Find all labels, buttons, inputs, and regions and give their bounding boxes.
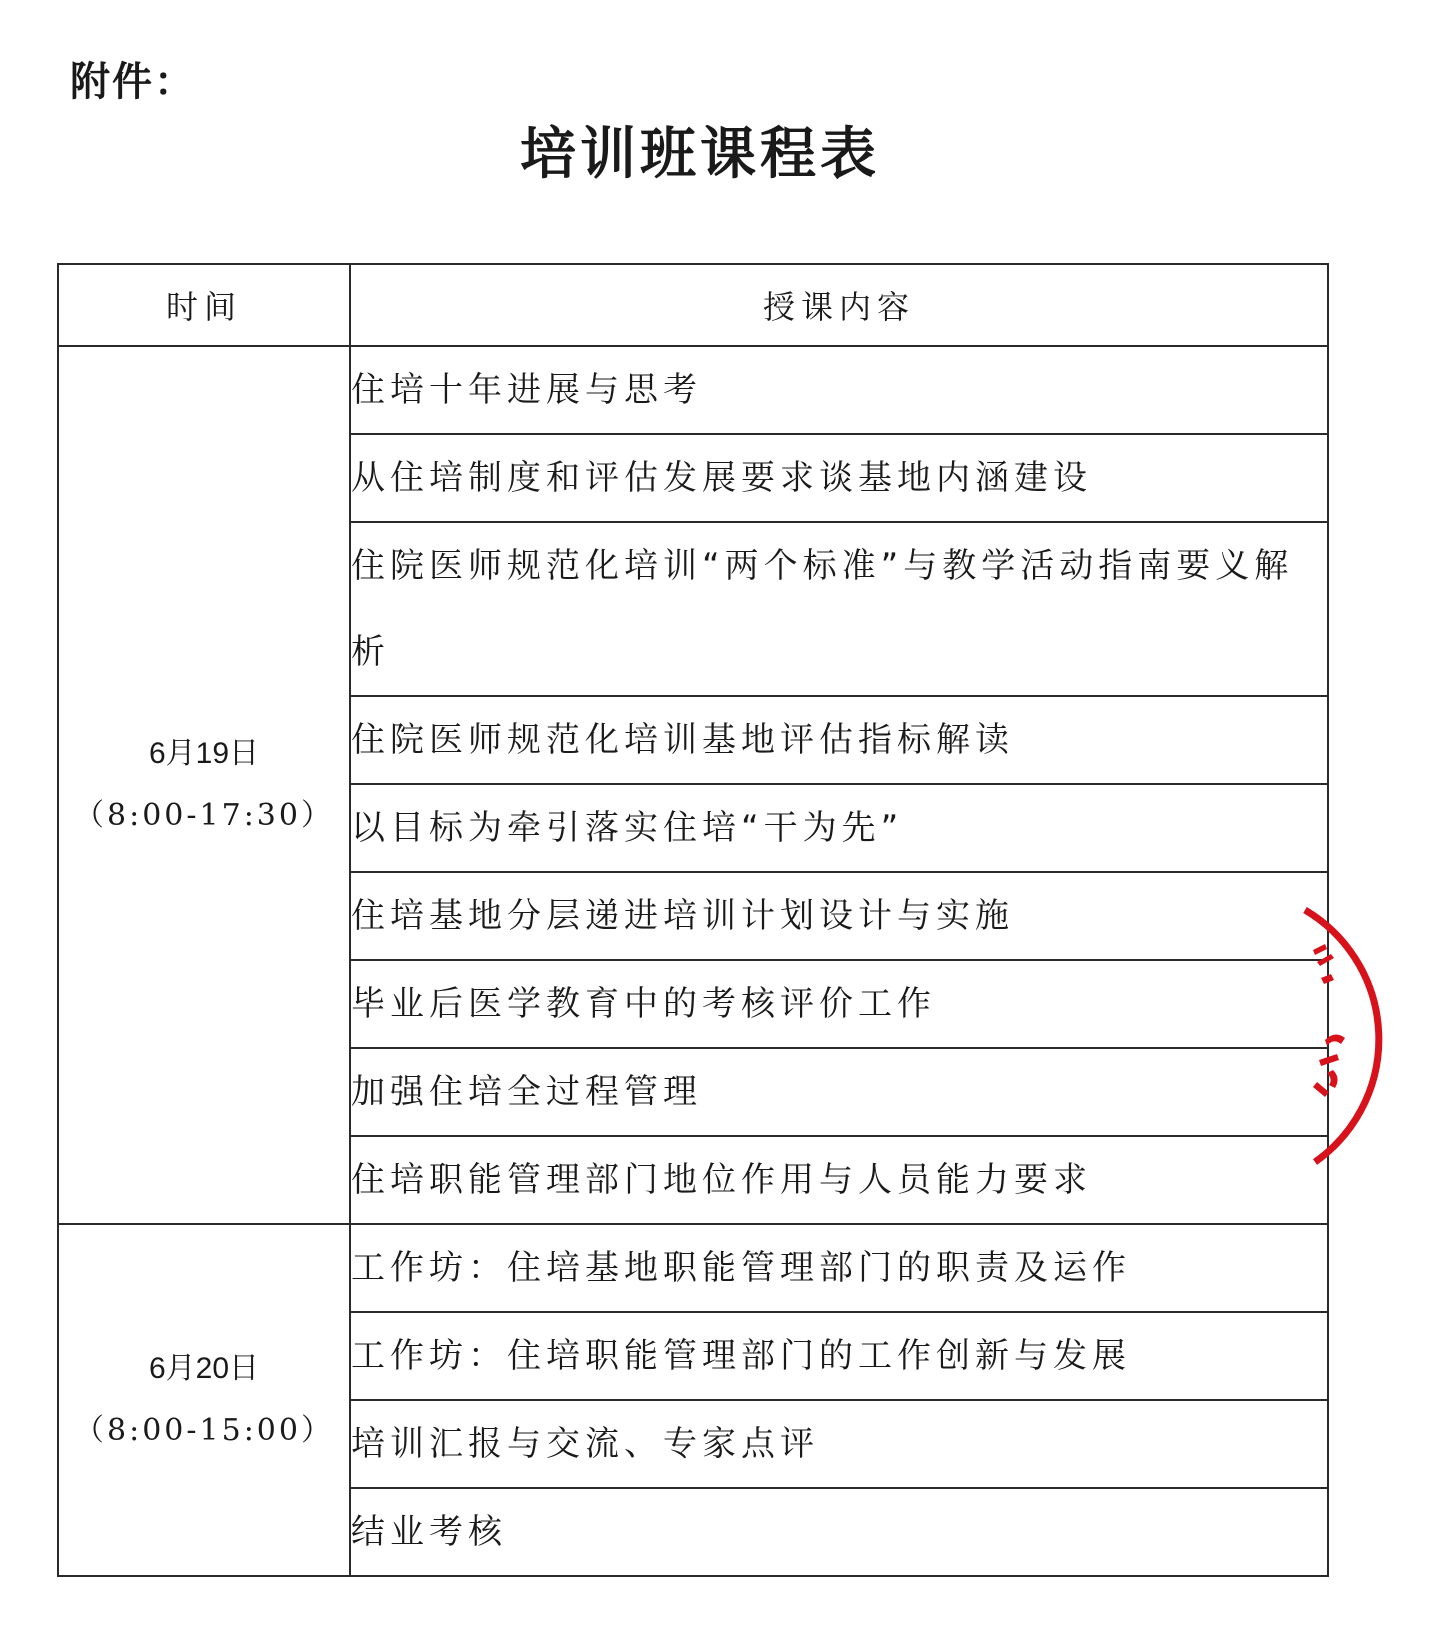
table-row xyxy=(58,346,1328,434)
schedule-table xyxy=(57,263,1329,1577)
topic-cell: 工作坊：住培基地职能管理部门的职责及运作 xyxy=(350,1224,1328,1312)
table-row xyxy=(58,1224,1328,1312)
topic-cell: 住培十年进展与思考 xyxy=(350,346,1328,434)
day-2-date: 6月20日 xyxy=(148,1352,260,1385)
topic-cell: 毕业后医学教育中的考核评价工作 xyxy=(350,960,1328,1048)
topic-cell: 培训汇报与交流、专家点评 xyxy=(350,1400,1328,1488)
table-header-row xyxy=(58,264,1328,346)
topic-cell: 工作坊：住培职能管理部门的工作创新与发展 xyxy=(350,1312,1328,1400)
attachment-label: 附件： xyxy=(70,59,196,105)
day-1-date: 6月19日 xyxy=(148,737,260,770)
red-seal-stamp-icon xyxy=(1255,900,1385,1170)
topic-cell: 加强住培全过程管理 xyxy=(350,1048,1328,1136)
topic-cell: 从住培制度和评估发展要求谈基地内涵建设 xyxy=(350,434,1328,522)
day-2-hours: （8:00-15:00） xyxy=(74,1413,334,1448)
topic-cell: 住培职能管理部门地位作用与人员能力要求 xyxy=(350,1136,1328,1224)
topic-cell: 以目标为牵引落实住培“干为先” xyxy=(350,784,1328,872)
column-header-content: 授课内容 xyxy=(350,264,1328,346)
day-1-hours: （8:00-17:30） xyxy=(74,798,334,833)
topic-cell: 结业考核 xyxy=(350,1488,1328,1576)
topic-cell: 住院医师规范化培训“两个标准”与教学活动指南要义解析 xyxy=(350,522,1328,696)
page-title: 培训班课程表 xyxy=(520,122,880,187)
day-1-time-cell xyxy=(58,346,350,1224)
topic-cell: 住院医师规范化培训基地评估指标解读 xyxy=(350,696,1328,784)
day-2-time-cell xyxy=(58,1224,350,1576)
topic-cell: 住培基地分层递进培训计划设计与实施 xyxy=(350,872,1328,960)
column-header-time: 时间 xyxy=(58,264,350,346)
seal-characters xyxy=(1313,944,1345,1097)
